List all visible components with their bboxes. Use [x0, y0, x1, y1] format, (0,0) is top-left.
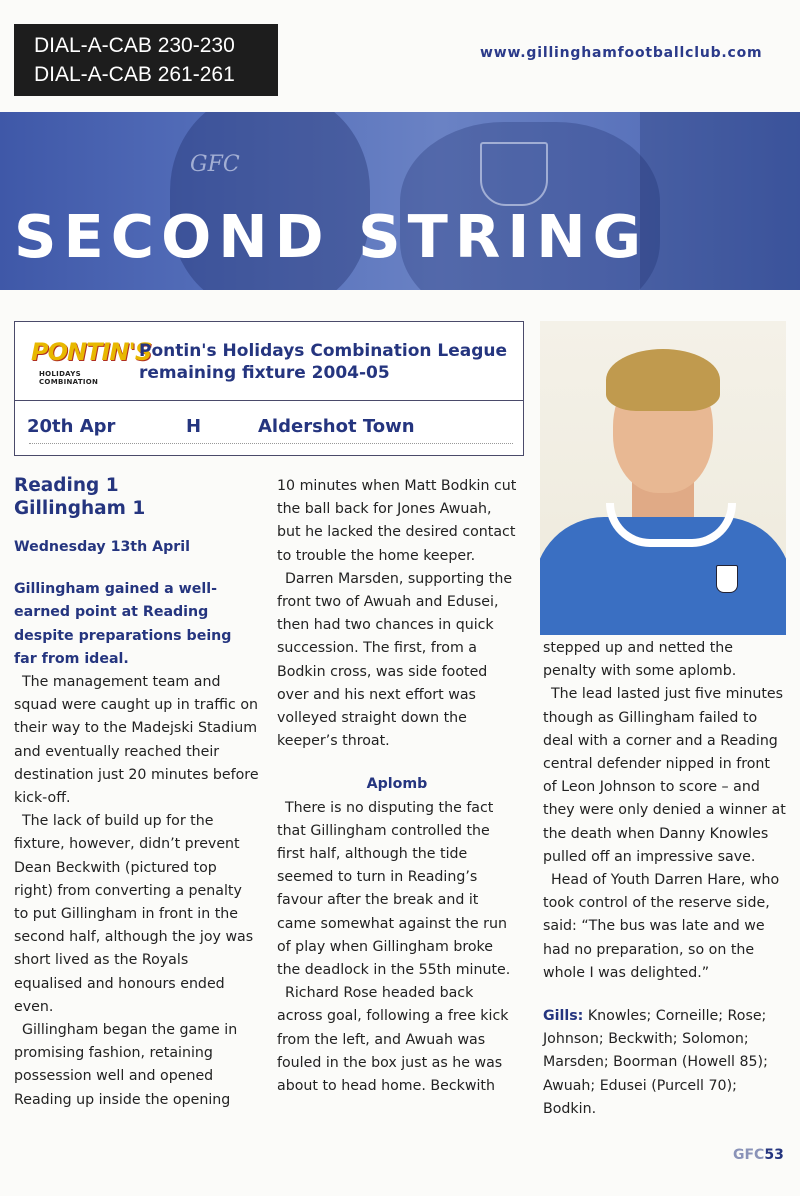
- header-banner: [0, 112, 800, 290]
- article-column-2: [277, 475, 517, 1098]
- article-intro: Gillingham gained a well-earned point at Reading despite preparations being far from ideal.: [14, 581, 232, 667]
- article-paragraph: The lead lasted just five minutes though as Gillingham failed to deal with a corner and a Reading central defender nipped in front of Leon Johnson to score – and they were only denied a winner at the death when Danny Knowles pulled off an impressive save.: [543, 686, 786, 865]
- divider: [29, 443, 513, 444]
- club-monogram-watermark: GFC: [190, 152, 240, 177]
- page-title: SECOND STRING: [14, 202, 649, 271]
- cab-line-1: DIAL-A-CAB 230-230: [34, 34, 235, 57]
- page-number: GFC53: [733, 1147, 784, 1163]
- team-label: Gills:: [543, 1008, 584, 1025]
- fixture-box: [14, 321, 524, 456]
- divider: [15, 400, 523, 401]
- match-date: Wednesday 13th April: [14, 539, 190, 555]
- player-silhouette: [640, 112, 800, 290]
- article-column-1: [14, 474, 259, 1112]
- article-column-3: [543, 637, 786, 1121]
- pontins-logo: PONTIN'S HOLIDAYS COMBINATION: [31, 338, 152, 386]
- club-badge-icon: [716, 565, 738, 593]
- article-paragraph: Richard Rose headed back across goal, following a free kick from the left, and Awuah was fouled in the box just as he was about to head home. Beckwith: [277, 985, 509, 1095]
- website-url[interactable]: www.gillinghamfootballclub.com: [480, 45, 763, 61]
- fixture-venue: H: [186, 416, 202, 437]
- player-photo: [540, 321, 786, 635]
- cab-line-2: DIAL-A-CAB 261-261: [34, 63, 235, 86]
- article-paragraph: Gillingham began the game in promising fashion, retaining possession well and opened Reading up inside the opening: [14, 1022, 238, 1108]
- team-list: Knowles; Corneille; Rose; Johnson; Beckwith; Solomon; Marsden; Boorman (Howell 85); Awuah; Edusei (Purcell 70); Bodkin.: [543, 1008, 768, 1117]
- article-paragraph: There is no disputing the fact that Gillingham controlled the first half, although the tide seemed to turn in Reading’s favour after the break and it came somewhat against the run of play when Gillingham broke the deadlock in the 55th minute.: [277, 799, 511, 979]
- dial-a-cab-advert: [14, 24, 278, 96]
- result-line: Gillingham 1: [14, 498, 146, 519]
- result-line: Reading 1: [14, 475, 119, 496]
- fixture-opponent: Aldershot Town: [258, 416, 415, 437]
- fixture-title: Pontin's Holidays Combination League remaining fixture 2004-05: [139, 341, 508, 383]
- article-paragraph: The lack of build up for the fixture, however, didn’t prevent Dean Beckwith (pictured top right) from converting a penalty to put Gillingham in front in the second half, although the joy was short lived as the Royals equalised and honours ended even.: [14, 813, 254, 1015]
- club-crest-watermark: [480, 142, 548, 206]
- subheading: Aplomb: [366, 776, 428, 793]
- article-paragraph: Darren Marsden, supporting the front two of Awuah and Edusei, then had two chances in quick succession. The first, from a Bodkin cross, was side footed over and his next effort was volleyed straight down the keeper’s throat.: [277, 570, 513, 750]
- team-line-up: [543, 1005, 786, 1121]
- article-paragraph: The management team and squad were caught up in traffic on their way to the Madejski Stadium and eventually reached their destination just 20 minutes before kick-off.: [14, 674, 259, 807]
- article-paragraph: 10 minutes when Matt Bodkin cut the ball back for Jones Awuah, but he lacked the desired contact to trouble the home keeper.: [277, 478, 517, 564]
- article-paragraph: Head of Youth Darren Hare, who took control of the reserve side, said: “The bus was late and we had no preparation, so on the whole I was delighted.”: [543, 872, 780, 981]
- article-paragraph: stepped up and netted the penalty with some aplomb.: [543, 640, 737, 680]
- fixture-date: 20th Apr: [27, 416, 116, 437]
